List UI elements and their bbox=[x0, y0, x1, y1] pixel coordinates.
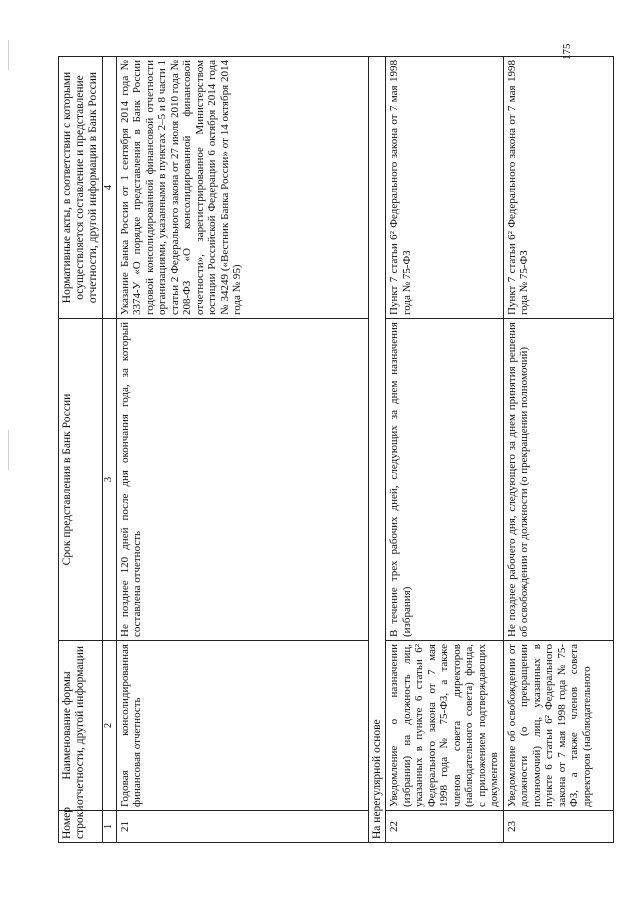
deadline: Не позднее рабочего дня, следующего за днем принятия решения об освобождении от должности (о прекращении полномочий) bbox=[503, 319, 613, 641]
column-number: 4 bbox=[103, 57, 117, 319]
reporting-table bbox=[58, 56, 614, 843]
table-header-row bbox=[59, 57, 103, 843]
header-regulations: Нормативные акты, в соответствии с которыми осуществляется составление и представление отчетности, другой информации в Банк России bbox=[59, 57, 103, 319]
scan-edge-mark bbox=[8, 430, 9, 470]
row-number: 23 bbox=[503, 811, 613, 843]
deadline: Не позднее 120 дней после дня окончания года, за который составлена отчетность bbox=[116, 319, 368, 641]
table-row bbox=[116, 57, 368, 843]
scan-edge-mark bbox=[8, 40, 9, 70]
form-name: Годовая консолидированная финансовая отчетность bbox=[116, 641, 368, 811]
header-deadline: Срок представления в Банк России bbox=[59, 319, 103, 641]
page-number: 175 bbox=[561, 43, 573, 60]
row-number: 21 bbox=[116, 811, 368, 843]
section-title: На нерегулярной основе bbox=[368, 57, 386, 843]
column-number: 3 bbox=[103, 319, 117, 641]
section-row bbox=[368, 57, 386, 843]
table-row bbox=[503, 57, 613, 843]
deadline: В течение трех рабочих дней, следующих за днем назначения (избрания) bbox=[386, 319, 504, 641]
regulations: Пункт 7 статьи 6² Федерального закона от 7 мая 1998 года № 75-ФЗ bbox=[503, 57, 613, 319]
table-row bbox=[386, 57, 504, 843]
row-number: 22 bbox=[386, 811, 504, 843]
header-form-name: Наименование формы отчетности, другой информации bbox=[59, 641, 103, 811]
column-number: 1 bbox=[103, 811, 117, 843]
regulations: Указание Банка России от 1 сентября 2014 года № 3374-У «О порядке представления в Банк России годовой консолидированной финансовой отчетности организациями, указанными в пунктах 2–5 и 8 части 1 статьи 2 Федерального закона от 27 июля 2010 года № 208-ФЗ «О консолидированной финансовой отчетности», зарегистрированное Министерством юстиции Российской Федерации 6 октября 2014 года № 34249 («Вестник Банка России» от 14 октября 2014 года № 95) bbox=[116, 57, 368, 319]
form-name: Уведомление о назначении (избрании) на должность лиц, указанных в пункте 6 статьи 6² Федерального закона от 7 мая 1998 года № 75-ФЗ, а также членов совета директоров (наблюдательного совета) фонда, с приложением подтверждающих документов bbox=[386, 641, 504, 811]
header-row-number: Номер строки bbox=[59, 811, 103, 843]
regulations: Пункт 7 статьи 6² Федерального закона от 7 мая 1998 года № 75-ФЗ bbox=[386, 57, 504, 319]
form-name: Уведомление об освобождении от должности (о прекращении полномочий) лиц, указанных в пункте 6 статьи 6² Федерального закона от 7 мая 1998 года № 75-ФЗ, а также членов совета директоров (наблюдательного bbox=[503, 641, 613, 811]
column-number-row bbox=[103, 57, 117, 843]
rotated-page bbox=[58, 57, 593, 843]
column-number: 2 bbox=[103, 641, 117, 811]
